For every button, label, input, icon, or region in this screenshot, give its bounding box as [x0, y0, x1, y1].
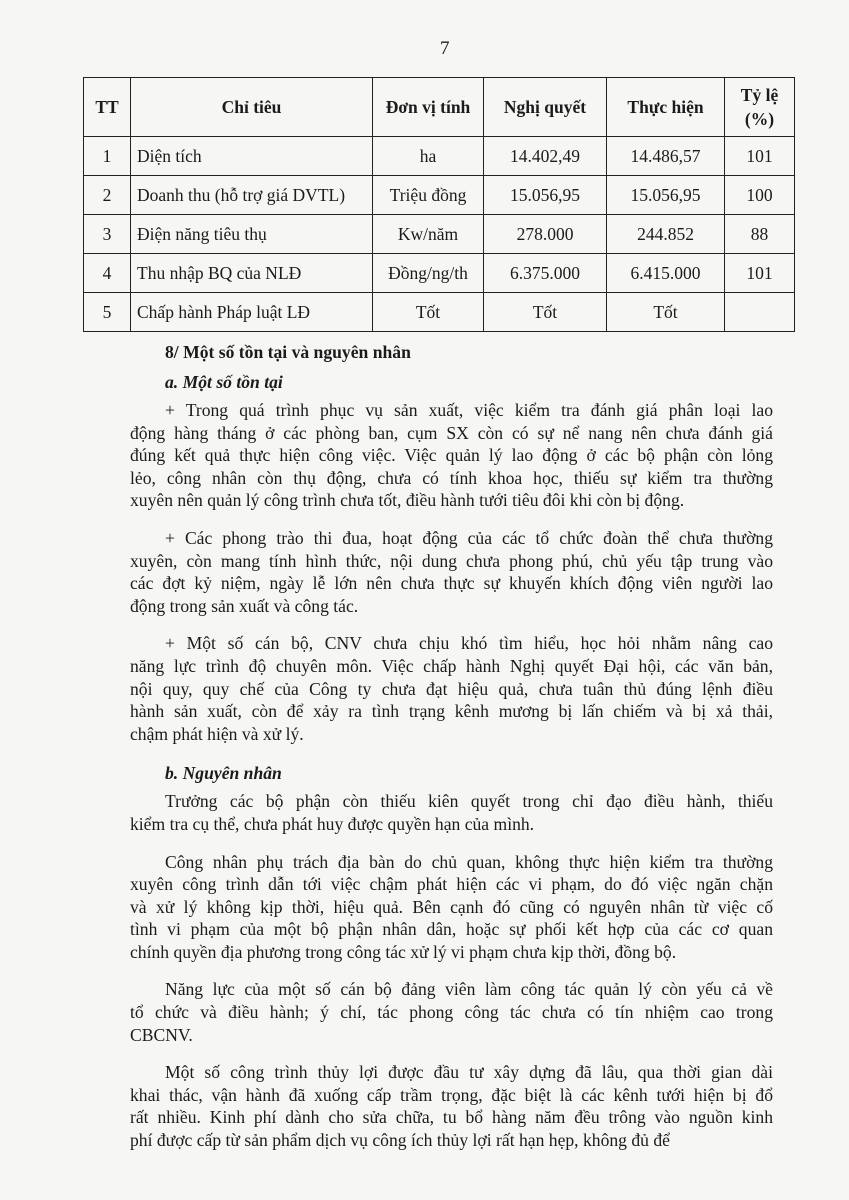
- cell-don-vi: Kw/năm: [373, 215, 484, 254]
- cell-chi-tieu: Diện tích: [131, 137, 373, 176]
- document-body: [130, 339, 773, 1167]
- cell-nghi-quyet: 278.000: [484, 215, 607, 254]
- cell-tt: 5: [84, 293, 131, 332]
- paragraph-line: kiểm tra cụ thể, chưa phát huy được quyền hạn của mình.: [130, 813, 535, 834]
- paragraph-line: Trưởng các bộ phận còn thiếu kiên quyết trong chỉ đạo điều hành, thiếu: [165, 791, 773, 812]
- cell-nghi-quyet: 14.402,49: [484, 137, 607, 176]
- cell-nghi-quyet: 6.375.000: [484, 254, 607, 293]
- paragraph-line: động hàng tháng ở các phòng ban, cụm SX còn có sự nể nang nên chưa đánh giá: [130, 422, 773, 443]
- table-header-row: [84, 78, 795, 137]
- paragraph-line: CBCNV.: [130, 1024, 193, 1045]
- paragraph-line: + Trong quá trình phục vụ sản xuất, việc kiểm tra đánh giá phân loại lao: [165, 400, 773, 420]
- paragraph: [130, 851, 773, 964]
- section-heading: 8/ Một số tồn tại và nguyên nhân: [165, 342, 411, 362]
- cell-ty-le: 100: [725, 176, 795, 215]
- paragraph-line: Năng lực của một số cán bộ đảng viên làm công tác quản lý còn yếu cả về: [165, 979, 773, 1000]
- cell-ty-le: 101: [725, 137, 795, 176]
- paragraph-line: chính quyền địa phương trong công tác xử lý vi phạm chưa kịp thời, đồng bộ.: [130, 941, 677, 962]
- paragraph-line: xuyên công trình dẫn tới việc chậm phát hiện các vi phạm, do đó việc ngăn chặn: [130, 874, 773, 895]
- paragraph-line: Một số công trình thủy lợi được đầu tư xây dựng đã lâu, qua thời gian dài: [165, 1062, 773, 1083]
- cell-tt: 2: [84, 176, 131, 215]
- paragraph-line: các đợt kỷ niệm, ngày lễ lớn nên chưa thực sự khuyến khích động viên người lao: [130, 573, 773, 594]
- table-row: [84, 176, 795, 215]
- paragraph: [130, 632, 773, 745]
- cell-tt: 1: [84, 137, 131, 176]
- cell-thuc-hien: Tốt: [607, 293, 725, 332]
- header-thuc-hien: Thực hiện: [607, 78, 725, 137]
- paragraph-line: + Một số cán bộ, CNV chưa chịu khó tìm hiểu, học hỏi nhằm nâng cao: [165, 633, 773, 654]
- paragraph-line: hành sản xuất, còn để xảy ra tình trạng kênh mương bị lấn chiếm và bị xả thải,: [130, 701, 773, 722]
- cell-thuc-hien: 6.415.000: [607, 254, 725, 293]
- paragraph-line: rất nhiều. Kinh phí dành cho sửa chữa, tu bổ hàng năm đều trông vào nguồn kinh: [130, 1107, 773, 1128]
- page-number: 7: [440, 38, 450, 59]
- cell-ty-le: [725, 293, 795, 332]
- cell-tt: 4: [84, 254, 131, 293]
- subheading-b: b. Nguyên nhân: [165, 763, 282, 784]
- paragraph-line: xuyên, còn mang tính hình thức, nội dung chưa phong phú, chủ yếu tập trung vào: [130, 550, 773, 571]
- cell-don-vi: Triệu đồng: [373, 176, 484, 215]
- paragraph-line: xuyên nên quản lý công trình chưa tốt, điều hành tưới tiêu đôi khi còn bị động.: [130, 490, 685, 511]
- subheading-a: a. Một số tồn tại: [165, 372, 283, 392]
- paragraph: [130, 978, 773, 1046]
- cell-ty-le: 101: [725, 254, 795, 293]
- paragraph: [130, 527, 773, 617]
- paragraph-line: + Các phong trào thi đua, hoạt động của các tổ chức đoàn thể chưa thường: [165, 527, 773, 548]
- paragraph: [130, 1061, 773, 1151]
- cell-thuc-hien: 14.486,57: [607, 137, 725, 176]
- cell-chi-tieu: Thu nhập BQ của NLĐ: [131, 254, 373, 293]
- cell-nghi-quyet: Tốt: [484, 293, 607, 332]
- cell-don-vi: Tốt: [373, 293, 484, 332]
- table-row: [84, 254, 795, 293]
- paragraph-line: đúng kết quả thực hiện công việc. Việc quản lý lao động ở các bộ phận còn lỏng: [130, 445, 773, 466]
- paragraph-line: lẻo, công nhân còn thụ động, chưa có tính khoa học, thiếu sự kiểm tra thường: [130, 467, 773, 488]
- paragraph-line: khai thác, vận hành đã xuống cấp trầm trọng, đặc biệt là các kênh tưới hiện bị đổ: [130, 1084, 773, 1105]
- cell-thuc-hien: 15.056,95: [607, 176, 725, 215]
- results-table: [83, 77, 795, 332]
- header-chi-tieu: Chỉ tiêu: [131, 78, 373, 137]
- paragraph: [130, 399, 773, 512]
- cell-tt: 3: [84, 215, 131, 254]
- header-ty-le: Tỷ lệ (%): [725, 78, 795, 137]
- paragraph-line: chậm phát hiện và xử lý.: [130, 723, 304, 744]
- cell-don-vi: ha: [373, 137, 484, 176]
- paragraph-line: và xử lý không kịp thời, hiệu quả. Bên cạnh đó cũng có nguyên nhân từ việc cố: [130, 896, 773, 917]
- cell-thuc-hien: 244.852: [607, 215, 725, 254]
- cell-nghi-quyet: 15.056,95: [484, 176, 607, 215]
- cell-chi-tieu: Chấp hành Pháp luật LĐ: [131, 293, 373, 332]
- cell-ty-le: 88: [725, 215, 795, 254]
- table-row: [84, 137, 795, 176]
- header-tt: TT: [84, 78, 131, 137]
- paragraph-line: động trong sản xuất và công tác.: [130, 595, 359, 616]
- paragraph-line: Công nhân phụ trách địa bàn do chủ quan, không thực hiện kiểm tra thường: [165, 851, 773, 872]
- paragraph-line: tổ chức và điều hành; ý chí, tác phong công tác chưa có tín nhiệm cao trong: [130, 1002, 773, 1023]
- paragraph-line: tình vi phạm của một bộ phận nhân dân, hoặc sự phối kết hợp của các cơ quan: [130, 919, 773, 940]
- table-row: [84, 293, 795, 332]
- paragraph-line: phí được cấp từ sản phẩm dịch vụ công ích thủy lợi rất hạn hẹp, không đủ để: [130, 1130, 670, 1151]
- paragraph: [130, 790, 773, 835]
- cell-chi-tieu: Điện năng tiêu thụ: [131, 215, 373, 254]
- header-nghi-quyet: Nghị quyết: [484, 78, 607, 137]
- cell-chi-tieu: Doanh thu (hỗ trợ giá DVTL): [131, 176, 373, 215]
- table-row: [84, 215, 795, 254]
- cell-don-vi: Đồng/ng/th: [373, 254, 484, 293]
- paragraph-line: năng lực trình độ chuyên môn. Việc chấp hành Nghị quyết Đại hội, các văn bản,: [130, 655, 773, 676]
- paragraph-line: nội quy, quy chế của Công ty chưa đạt hiệu quả, chưa tuân thủ đúng lệnh điều: [130, 678, 773, 699]
- header-don-vi: Đơn vị tính: [373, 78, 484, 137]
